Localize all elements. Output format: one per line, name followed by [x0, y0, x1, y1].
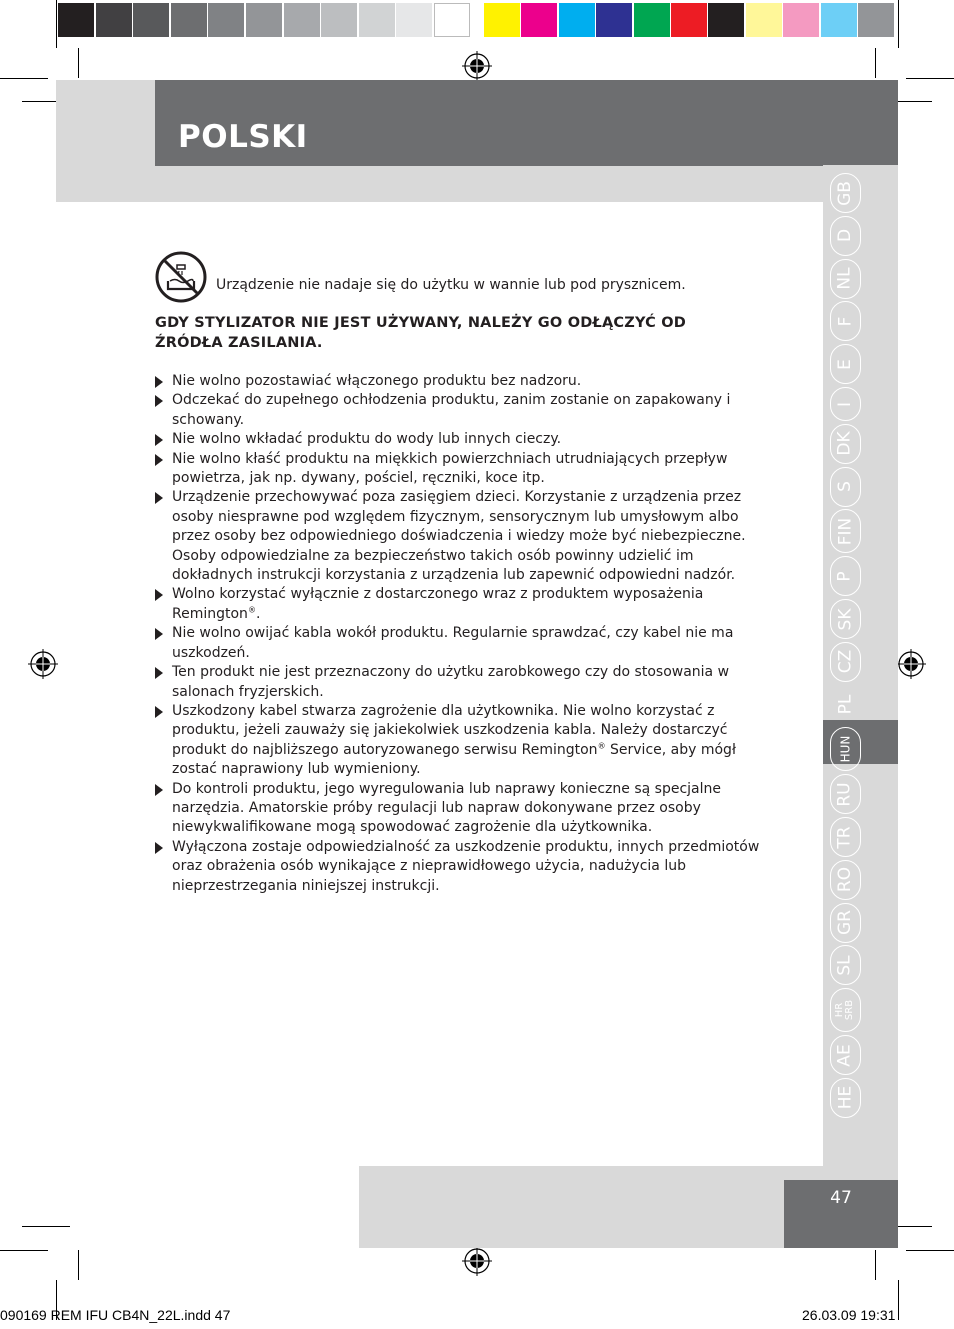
- list-item: Do kontroli produktu, jego wyregulowania lub naprawy konieczne są specjalne narzędzia. Amatorskie próby regulacji lub napraw dokonywane przez osoby niewykwalifikowane mogą spowodować zagrożenie dla użytkownika.: [155, 780, 765, 838]
- no-bath-shower-icon: [155, 251, 207, 303]
- tab-label: I: [834, 401, 855, 407]
- tab-pill: [830, 988, 861, 1032]
- tab-dk[interactable]: [830, 424, 861, 464]
- crop-mark: [78, 48, 79, 78]
- tab-pill: [830, 774, 861, 814]
- color-swatch: [58, 3, 94, 37]
- list-item: Wyłączona zostaje odpowiedzialność za uszkodzenie produktu, innych przedmiotów oraz obrażenia osób wynikające z nieprawidłowego użycia, nadużycia lub nieprzestrzegania niniejszej instrukcji.: [155, 838, 765, 896]
- tab-d[interactable]: [830, 216, 861, 256]
- color-swatch: [746, 3, 782, 37]
- tab-label: S: [834, 481, 855, 492]
- color-swatch: [821, 3, 857, 37]
- tab-pl[interactable]: [830, 685, 861, 725]
- tab-nl[interactable]: [830, 259, 861, 299]
- bullet-arrow-icon: [155, 706, 163, 718]
- bullet-arrow-icon: [155, 492, 163, 504]
- bullet-arrow-icon: [155, 784, 163, 796]
- tab-pill: [830, 1035, 861, 1075]
- tab-label: AE: [835, 1043, 855, 1067]
- unplug-warning-heading: GDY STYLIZATOR NIE JEST UŻYWANY, NALEŻY GO ODŁĄCZYĆ OD ŹRÓDŁA ZASILANIA.: [155, 315, 686, 351]
- print-slug-date: 26.03.09 19:31: [802, 1307, 896, 1323]
- tab-cz[interactable]: [830, 642, 861, 682]
- tab-sl[interactable]: [830, 945, 861, 985]
- page-title: POLSKI: [178, 119, 308, 155]
- bullet-arrow-icon: [155, 667, 163, 679]
- tab-sk[interactable]: [830, 599, 861, 639]
- bullet-arrow-icon: [155, 376, 163, 388]
- list-item: Odczekać do zupełnego ochłodzenia produktu, zanim zostanie on zapakowany i schowany.: [155, 391, 765, 430]
- tab-gr[interactable]: [830, 903, 861, 943]
- tab-label: DK: [835, 431, 855, 456]
- crop-mark: [906, 78, 954, 79]
- tab-label: HUN: [838, 735, 853, 763]
- list-item: Wolno korzystać wyłącznie z dostarczonego wraz z produktem wyposażenia Remington®.: [155, 585, 765, 624]
- tab-pill: [830, 467, 861, 507]
- color-swatch: [396, 3, 432, 37]
- registration-mark-icon: [462, 51, 492, 81]
- tab-pill: [830, 259, 861, 299]
- bullet-arrow-icon: [155, 395, 163, 407]
- tab-pill: [830, 301, 861, 341]
- tab-label: HR SRB: [834, 1000, 856, 1021]
- tab-pill: [830, 509, 861, 553]
- list-item: Urządzenie przechowywać poza zasięgiem dzieci. Korzystanie z urządzenia przez osoby niesprawne pod względem fizycznym, sensorycznym lub umysłowym albo przez osoby bez odpowiedniego doświadczenia i wiedzy może być niebezpieczne. Osoby odpowiedzialne za bezpieczeństwo takich osób powinny udzielić im dokładnych instrukcji korzystania z urządzenia lub zapewnić odpowiedni nadzór.: [155, 488, 765, 585]
- list-item: Ten produkt nie jest przeznaczony do użytku zarobkowego czy do stosowania w salonach fryzjerskich.: [155, 663, 765, 702]
- crop-mark: [56, 0, 57, 48]
- bath-warning-text: Urządzenie nie nadaje się do użytku w wannie lub pod prysznicem.: [216, 277, 686, 293]
- tab-label: PL: [834, 694, 855, 715]
- crop-mark: [875, 1250, 876, 1280]
- color-swatch: [434, 3, 470, 37]
- tab-pill: [830, 642, 861, 682]
- color-swatch: [596, 3, 632, 37]
- tab-label: SK: [834, 608, 855, 630]
- tab-label: HE: [835, 1086, 855, 1110]
- tab-pill: [830, 173, 861, 213]
- color-swatch: [96, 3, 132, 37]
- crop-mark: [22, 1226, 70, 1227]
- list-item: Uszkodzony kabel stwarza zagrożenie dla użytkownika. Nie wolno korzystać z produktu, jeżeli zauważy się jakiekolwiek uszkodzenia kabla. Należy dostarczyć produkt do najbliższego autoryzowanego serwisu Remington® Service, aby mógł zostać naprawiony lub wymieniony.: [155, 702, 765, 780]
- tab-pill: [830, 387, 861, 421]
- crop-mark: [906, 1250, 954, 1251]
- crop-mark: [898, 0, 899, 48]
- registration-mark-icon: [462, 1246, 492, 1276]
- tab-pill: [830, 599, 861, 639]
- crop-mark: [78, 1250, 79, 1280]
- color-swatch: [521, 3, 557, 37]
- tab-i[interactable]: [830, 387, 861, 421]
- tab-e[interactable]: [830, 344, 861, 384]
- bullet-arrow-icon: [155, 434, 163, 446]
- registration-mark-icon: [28, 649, 58, 679]
- color-swatch: [321, 3, 357, 37]
- color-swatch: [484, 3, 520, 37]
- color-swatch: [783, 3, 819, 37]
- page-number: 47: [830, 1188, 852, 1208]
- registration-mark-icon: [896, 649, 926, 679]
- crop-mark: [875, 48, 876, 78]
- color-swatch: [858, 3, 894, 37]
- tab-pill: [830, 556, 861, 596]
- tab-label: RU: [834, 782, 855, 807]
- color-swatch: [246, 3, 282, 37]
- safety-instructions-list: [155, 372, 765, 896]
- list-item: Nie wolno owijać kabla wokół produktu. Regularnie sprawdzać, czy kabel nie ma uszkodzeń.: [155, 624, 765, 663]
- tab-tr[interactable]: [830, 817, 861, 857]
- tab-f[interactable]: [830, 301, 861, 341]
- list-item: Nie wolno pozostawiać włączonego produktu bez nadzoru.: [155, 372, 765, 391]
- tab-pill: [830, 1078, 861, 1118]
- tab-label: F: [835, 316, 855, 327]
- tab-ae[interactable]: [830, 1035, 861, 1075]
- tab-pill: [830, 216, 861, 256]
- tab-label: P: [834, 571, 855, 582]
- bullet-arrow-icon: [155, 454, 163, 466]
- color-swatch: [208, 3, 244, 37]
- crop-mark: [0, 1250, 48, 1251]
- tab-fin[interactable]: [830, 509, 861, 553]
- tab-label: D: [835, 229, 855, 243]
- tab-hun[interactable]: [830, 727, 861, 771]
- list-item: Nie wolno wkładać produktu do wody lub innych cieczy.: [155, 430, 765, 449]
- crop-mark: [898, 1280, 899, 1320]
- tab-label: NL: [834, 267, 855, 290]
- tab-gb[interactable]: [830, 173, 861, 213]
- color-swatch: [284, 3, 320, 37]
- color-swatch: [133, 3, 169, 37]
- tab-label: E: [835, 358, 855, 370]
- tab-he[interactable]: [830, 1078, 861, 1118]
- tab-label: GB: [835, 180, 855, 206]
- bullet-arrow-icon: [155, 842, 163, 854]
- color-swatch: [671, 3, 707, 37]
- color-swatch: [359, 3, 395, 37]
- color-swatch: [171, 3, 207, 37]
- tab-pill: [830, 344, 861, 384]
- tab-label: GR: [835, 910, 855, 936]
- tab-ru[interactable]: [830, 774, 861, 814]
- tab-pill: [830, 424, 861, 464]
- tab-pill: [830, 817, 861, 857]
- crop-mark: [0, 78, 48, 79]
- list-item: Nie wolno kłaść produktu na miękkich powierzchniach utrudniających przepływ powietrza, jak np. dywany, pościel, ręczniki, koce itp.: [155, 450, 765, 489]
- color-swatch: [634, 3, 670, 37]
- print-slug-file: 090169 REM IFU CB4N_22L.indd 47: [0, 1307, 231, 1323]
- tab-pill: [830, 945, 861, 985]
- tab-ro[interactable]: [830, 860, 861, 900]
- tab-p[interactable]: [830, 556, 861, 596]
- tab-hr-srb[interactable]: [830, 988, 861, 1032]
- tab-label: SL: [834, 955, 855, 976]
- bullet-arrow-icon: [155, 589, 163, 601]
- tab-label: RO: [834, 867, 855, 893]
- color-swatch: [559, 3, 595, 37]
- bullet-arrow-icon: [155, 628, 163, 640]
- tab-label: FIN: [834, 517, 855, 546]
- tab-label: CZ: [835, 650, 855, 674]
- tab-pill: [830, 860, 861, 900]
- tab-s[interactable]: [830, 467, 861, 507]
- tab-label: TR: [834, 825, 855, 849]
- tab-pill: [830, 685, 861, 725]
- color-swatch: [708, 3, 744, 37]
- tab-pill: [830, 903, 861, 943]
- tab-pill: [830, 727, 861, 771]
